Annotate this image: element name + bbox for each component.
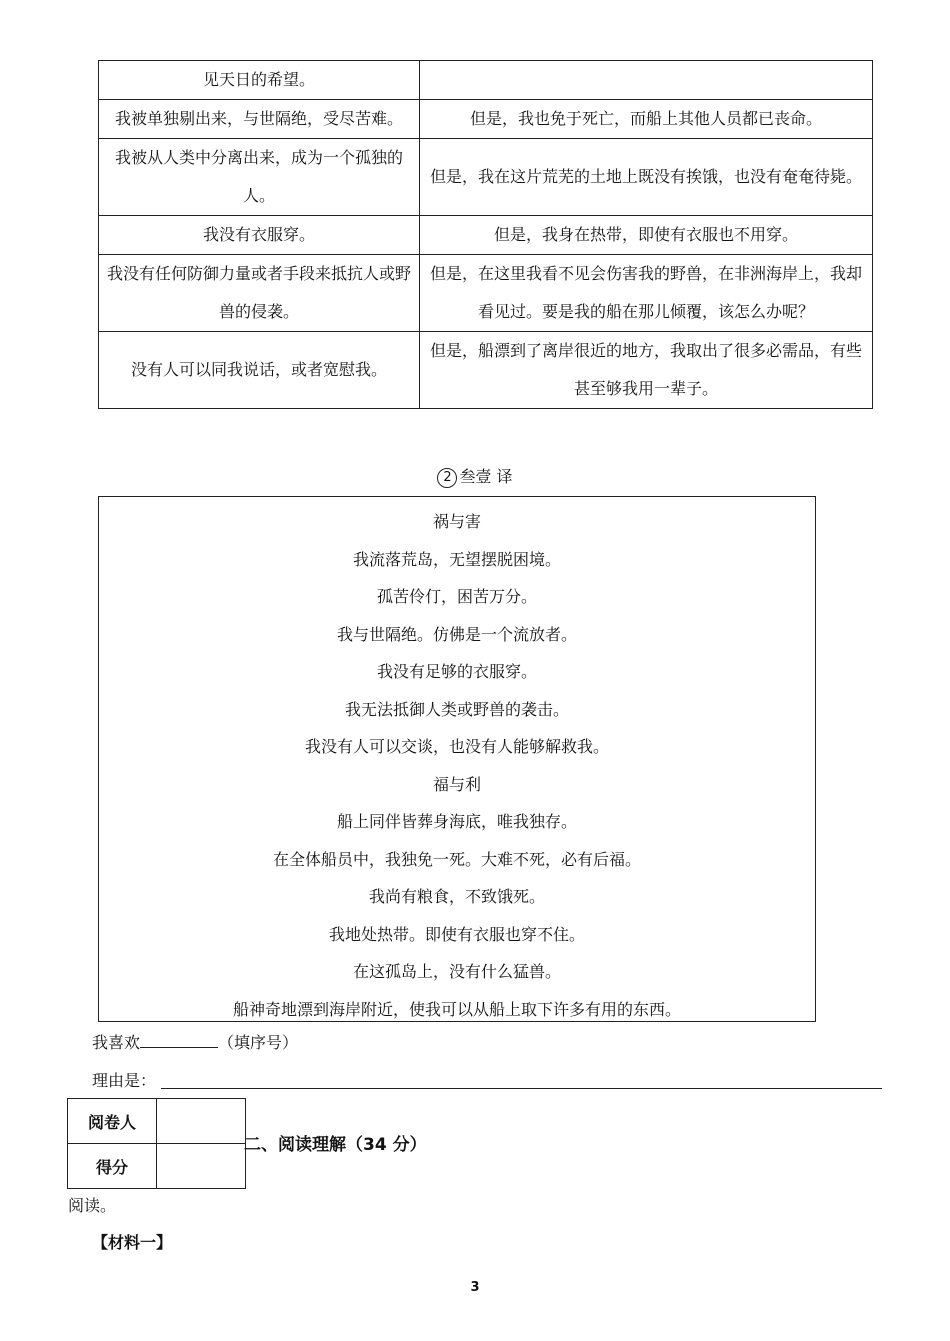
poem-line: 船神奇地漂到海岸附近，使我可以从船上取下许多有用的东西。 [232, 999, 681, 1019]
table-cell-right: 但是，我身在热带，即使有衣服也不用穿。 [420, 216, 873, 255]
table-row [99, 255, 873, 332]
score-cell[interactable] [157, 1144, 246, 1189]
table-row [99, 139, 873, 216]
poem-line: 在这孤岛上，没有什么猛兽。 [352, 962, 561, 981]
caption-text: 叁壹 译 [459, 467, 513, 486]
reason-answer-line[interactable] [161, 1088, 882, 1089]
table-cell-left: 见天日的希望。 [99, 61, 420, 100]
table-cell-right: 但是，在这里我看不见会伤害我的野兽，在非洲海岸上，我却看见过。要是我的船在那儿倾覆，该怎么办呢？ [420, 255, 873, 332]
score-box [67, 1098, 246, 1189]
poem-line: 祸与害 [432, 512, 481, 531]
poem-line: 孤苦伶仃，困苦万分。 [376, 587, 537, 606]
table-cell-right: 但是，船漂到了离岸很近的地方，我取出了很多必需品，有些甚至够我用一辈子。 [420, 332, 873, 409]
poem-line: 我地处热带。即使有衣服也穿不住。 [328, 924, 585, 944]
poem-line: 我与世隔绝。仿佛是一个流放者。 [336, 624, 577, 644]
table-cell-left: 我没有任何防御力量或者手段来抵抗人或野兽的侵袭。 [99, 255, 420, 332]
section-title: 二、阅读理解（34 分） [244, 1135, 427, 1155]
like-prefix: 我喜欢 [92, 1033, 141, 1052]
table-cell-right: 但是，我也免于死亡，而船上其他人员都已丧命。 [420, 100, 873, 139]
poem-line: 我流落荒岛，无望摆脱困境。 [352, 549, 561, 569]
translation-caption [0, 464, 950, 488]
poem-line: 我没有人可以交谈，也没有人能够解救我。 [304, 737, 609, 756]
table-cell-left: 没有人可以同我说话，或者宽慰我。 [99, 332, 420, 409]
poem-line: 在全体船员中，我独免一死。大难不死，必有后福。 [272, 849, 641, 869]
reviewer-cell[interactable] [157, 1099, 246, 1144]
circled-number: 2 [437, 468, 457, 488]
poem-box [98, 496, 816, 1022]
read-instruction: 阅读。 [68, 1196, 117, 1215]
poem-line: 我无法抵御人类或野兽的袭击。 [344, 699, 569, 719]
like-suffix: （填序号） [218, 1033, 299, 1052]
table-row [99, 61, 873, 100]
poem-line: 福与利 [432, 774, 481, 794]
table-row [99, 216, 873, 255]
like-prompt [92, 1030, 298, 1053]
table-cell-right [420, 61, 873, 100]
table-cell-left: 我被单独剔出来，与世隔绝，受尽苦难。 [99, 100, 420, 139]
score-label: 得分 [68, 1144, 157, 1189]
like-answer-blank[interactable] [140, 1033, 218, 1048]
table-row [99, 100, 873, 139]
poem-lines [99, 497, 815, 1028]
reason-label: 理由是： [92, 1071, 157, 1090]
poem-line: 我尚有粮食，不致饿死。 [368, 887, 545, 906]
table-row [99, 332, 873, 409]
page-number: 3 [470, 1280, 480, 1295]
poem-line: 我没有足够的衣服穿。 [376, 662, 537, 681]
table-cell-left: 我没有衣服穿。 [99, 216, 420, 255]
material-label: 【材料一】 [92, 1233, 173, 1252]
table-cell-right: 但是，我在这片荒芜的土地上既没有挨饿，也没有奄奄待毙。 [420, 139, 873, 216]
table-cell-left: 我被从人类中分离出来，成为一个孤独的人。 [99, 139, 420, 216]
poem-line: 船上同伴皆葬身海底，唯我独存。 [336, 812, 577, 831]
comparison-table [98, 60, 873, 409]
reviewer-label: 阅卷人 [68, 1099, 157, 1144]
